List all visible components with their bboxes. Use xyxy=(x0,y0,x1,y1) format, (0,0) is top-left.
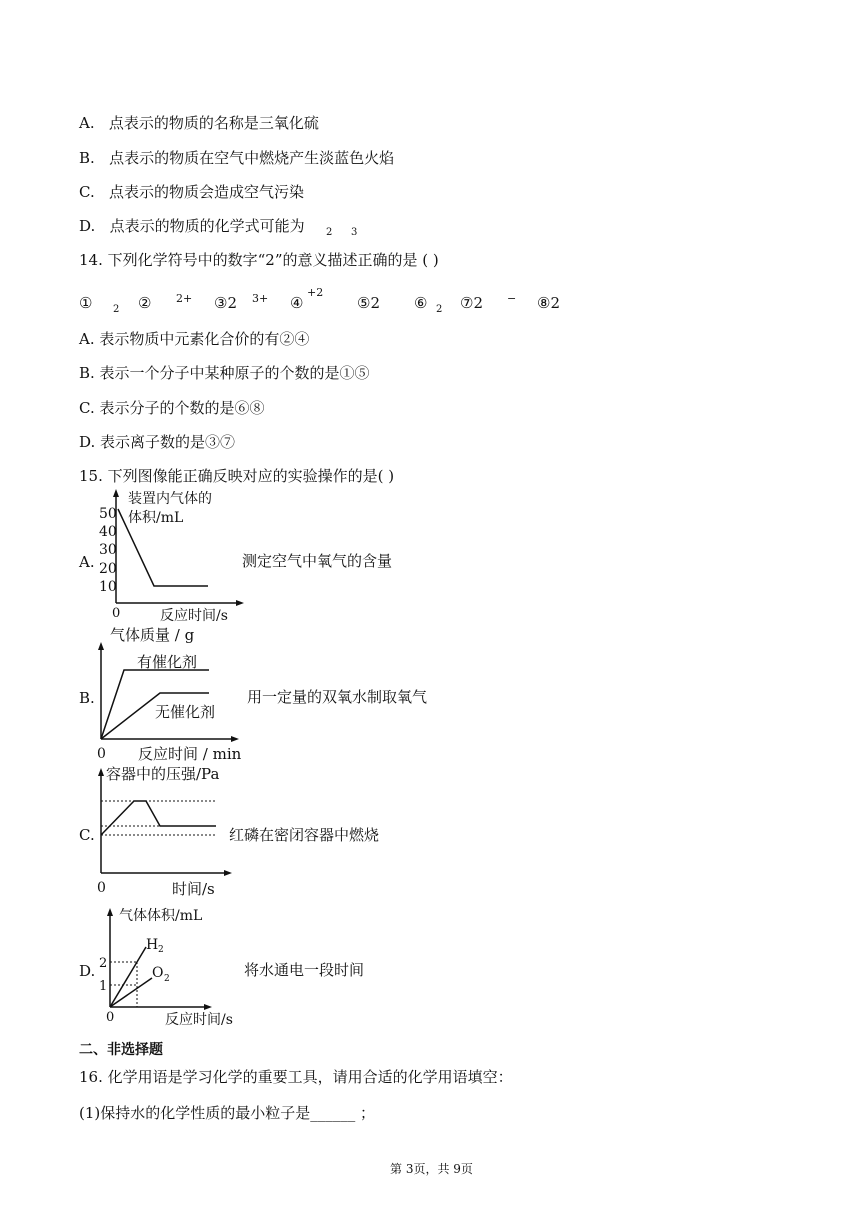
q14-symbol-2: ② xyxy=(138,294,152,312)
graph-d-ytick-1: 1 xyxy=(99,979,108,994)
q13-option-b: B. 点表示的物质在空气中燃烧产生淡蓝色火焰 xyxy=(79,149,395,167)
graph-c-xlabel: 时间/s xyxy=(172,880,215,898)
graph-b-label-with: 有催化剂 xyxy=(137,653,198,671)
q15-b-desc: 用一定量的双氧水制取氧气 xyxy=(247,688,428,706)
q14-symbol-8: ⑧2 xyxy=(537,294,560,312)
q13-d-sub2: 3 xyxy=(351,227,358,238)
q16-stem: 16. 化学用语是学习化学的重要工具，请用合适的化学用语填空： xyxy=(79,1068,513,1086)
graph-a-ytick-40: 40 xyxy=(99,524,117,540)
graph-b-xlabel: 反应时间 / min xyxy=(138,745,242,763)
q14-symbol-1-sub: 2 xyxy=(113,304,120,315)
q15-stem: 15. 下列图像能正确反映对应的实验操作的是( ) xyxy=(79,467,395,485)
q15-a-desc: 测定空气中氧气的含量 xyxy=(242,552,393,570)
graph-c-origin: 0 xyxy=(97,880,106,896)
q14-option-c: C. 表示分子的个数的是⑥⑧ xyxy=(79,399,265,417)
graph-d-label-o2: O xyxy=(152,965,164,981)
graph-a-ylabel-line2: 体积/mL xyxy=(128,510,184,526)
q14-symbol-5: ⑤2 xyxy=(357,294,380,312)
graph-c-x-arrow xyxy=(224,870,232,876)
q15-b-letter: B. xyxy=(79,689,95,707)
graph-a-y-arrow xyxy=(113,489,119,497)
graph-d-line-o2 xyxy=(110,978,152,1007)
q14-symbol-6-sub: 2 xyxy=(436,304,443,315)
graph-b-series-with-catalyst xyxy=(101,670,209,739)
q16-part1: (1)保持水的化学性质的最小粒子是______ ； xyxy=(79,1104,376,1122)
q14-symbol-7: ⑦2 xyxy=(460,294,483,312)
graph-b-origin: 0 xyxy=(97,746,106,762)
section-title: 二、非选择题 xyxy=(79,1042,163,1058)
q14-symbol-6: ⑥ xyxy=(414,294,428,312)
q14-symbol-2-sup: 2+ xyxy=(176,292,193,305)
graph-d-ylabel: 气体体积/mL xyxy=(119,908,203,924)
graph-c-ylabel: 容器中的压强/Pa xyxy=(106,765,220,783)
q14-option-d: D. 表示离子数的是③⑦ xyxy=(79,433,236,451)
graph-d-y-arrow xyxy=(107,908,113,916)
graph-d-line-h2 xyxy=(110,947,146,1007)
graph-d-label-h2-sub: 2 xyxy=(158,945,164,955)
q14-symbol-3: ③2 xyxy=(214,294,237,312)
q15-c-desc: 红磷在密闭容器中燃烧 xyxy=(229,826,380,844)
q13-option-d: D. 点表示的物质的化学式可能为 xyxy=(79,217,305,235)
graph-c-curve xyxy=(101,801,216,835)
graph-a-ytick-10: 10 xyxy=(99,579,117,595)
q13-d-sub1: 2 xyxy=(326,227,333,238)
graph-c-y-arrow xyxy=(98,768,104,776)
q14-option-b: B. 表示一个分子中某种原子的个数的是①⑤ xyxy=(79,364,370,382)
graph-d-label-h2: H xyxy=(146,937,159,953)
q14-symbol-1: ① xyxy=(79,294,93,312)
q14-symbol-3-sup: 3+ xyxy=(252,292,269,305)
q14-option-a: A. 表示物质中元素化合价的有②④ xyxy=(79,330,310,348)
graph-b-series-without-catalyst xyxy=(101,693,209,739)
q14-stem: 14. 下列化学符号中的数字“2”的意义描述正确的是 ( ) xyxy=(79,251,439,269)
graph-a-xlabel: 反应时间/s xyxy=(160,608,228,624)
q14-symbol-4: ④ xyxy=(290,294,304,312)
graph-d-x-arrow xyxy=(204,1004,212,1010)
graph-a-origin: 0 xyxy=(112,606,121,621)
graph-a-ytick-30: 30 xyxy=(99,542,117,558)
graph-b-x-arrow xyxy=(231,736,239,742)
graph-a-curve xyxy=(118,509,208,586)
graph-a-ylabel-line1: 装置内气体的 xyxy=(128,491,212,507)
graph-b-y-arrow xyxy=(98,642,104,650)
graph-d-origin: 0 xyxy=(106,1010,115,1025)
graph-d-xlabel: 反应时间/s xyxy=(165,1012,233,1028)
graph-d-ytick-2: 2 xyxy=(99,956,108,971)
graph-a-x-arrow xyxy=(236,600,244,606)
page-footer: 第 3页，共 9页 xyxy=(390,1162,473,1176)
q14-symbol-7-sup: − xyxy=(507,292,517,305)
graph-b-label-without: 无催化剂 xyxy=(155,703,216,721)
q13-option-a: A. 点表示的物质的名称是三氧化硫 xyxy=(79,114,319,132)
graph-d-label-o2-sub: 2 xyxy=(164,974,170,984)
q15-d-letter: D. xyxy=(79,962,96,980)
graph-a-ytick-50: 50 xyxy=(99,506,117,522)
q15-c-letter: C. xyxy=(79,826,95,844)
q15-a-letter: A. xyxy=(79,553,95,571)
q13-option-c: C. 点表示的物质会造成空气污染 xyxy=(79,183,305,201)
q14-symbol-4-sup: +2 xyxy=(307,286,324,299)
graph-b-ylabel: 气体质量 / g xyxy=(110,626,195,644)
q15-d-desc: 将水通电一段时间 xyxy=(244,961,365,979)
graph-a-ytick-20: 20 xyxy=(99,561,117,577)
